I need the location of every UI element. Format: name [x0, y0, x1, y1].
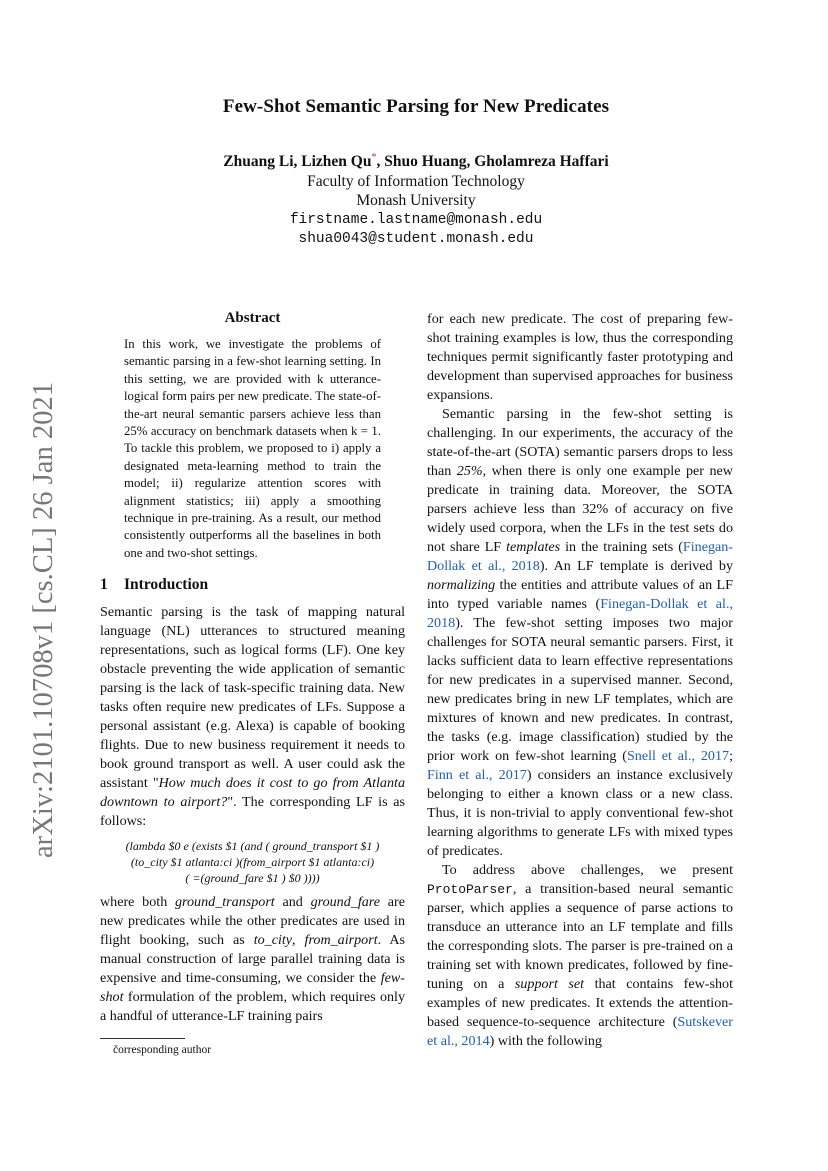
intro-p2-d: ,	[292, 932, 305, 949]
right-p2-f: ). The few-shot setting imposes two major challenges for SOTA neural semantic parsers. First, it lacks sufficient data to learn effective representations for new predicates in a supervised manner. Second, new predicates bring in new LF templates, which are mixtures of known and new predicates. In contrast, the tasks (e.g. image classification) studied by the prior work on few-shot learning (	[427, 615, 733, 764]
arxiv-stamp-text: arXiv:2101.10708v1 [cs.CL] 26 Jan 2021	[28, 391, 59, 858]
logical-form-example	[100, 838, 405, 886]
right-column	[427, 310, 733, 1051]
intro-p2-a: where both	[100, 894, 175, 911]
abstract-text: In this work, we investigate the problems of semantic parsing in a few-shot learning setting. In this setting, we are provided with k utterance-logical form pairs per new predicate. The state-of-the-art neural semantic parsers achieve less than 25% accuracy on benchmark datasets when k = 1. To tackle this problem, we proposed to i) apply a designated meta-learning method to train the model; ii) regularize attention scores with alignment statistics; iii) apply a smoothing technique in pre-training. As a result, our method consistently outperforms all the baselines in both one and two-shot settings.	[124, 337, 382, 560]
term-templates: templates	[506, 539, 561, 555]
author-names-rest: , Shuo Huang, Gholamreza Haffari	[376, 153, 609, 171]
predicate-ground-fare: ground_fare	[310, 894, 381, 911]
corresponding-marker: *	[371, 152, 377, 163]
footnote-rule	[100, 1038, 185, 1039]
term-few-shot: few-shot	[100, 970, 405, 1006]
right-paragraph-3	[427, 861, 733, 1051]
email-secondary: shua0043@student.monash.edu	[298, 231, 534, 248]
right-p2-a: Semantic parsing in the few-shot setting is challenging. In our experiments, the accuracy of the state-of-the-art (SOTA) semantic parsers drops to less than	[427, 406, 733, 479]
right-paragraph-2	[427, 405, 733, 861]
model-name: ProtoParser	[427, 882, 513, 897]
term-normalizing: normalizing	[427, 577, 496, 593]
accuracy-value: 25%	[456, 463, 483, 479]
right-p2-c: in the training sets (	[560, 539, 683, 555]
citation-link[interactable]: Finegan-Dollak et al., 2018	[427, 596, 733, 631]
right-p2-d: ). An LF template is derived by	[539, 558, 733, 574]
intro-p1-end: ". The corresponding LF is as follows:	[100, 794, 406, 830]
lf-line-2: (to_city $1 atlanta:ci )(from_airport $1 atlanta:ci)	[130, 855, 375, 870]
term-support-set: support set	[514, 976, 585, 992]
intro-p1-text: Semantic parsing is the task of mapping natural language (NL) utterances to structured meaning representations, such as logical forms (LF). One key obstacle preventing the wide application of semantic parsing is the lack of task-specific training data. New tasks often require new predicates of LFs. Suppose a personal assistant (e.g. Alexa) is capable of booking flights. Due to new business requirement it needs to book ground transport as well. A user could ask the assistant "	[100, 604, 405, 792]
citation-link[interactable]: Finn et al., 2017	[427, 767, 527, 783]
right-p2-e: the entities and attribute values of an LF into typed variable names (	[427, 577, 733, 612]
arxiv-stamp	[20, 380, 64, 860]
right-p3-d: ) with the following	[489, 1033, 602, 1049]
right-p2-b: , when there is only one example per new predicate in training data. Moreover, the SOTA parsers achieve less than 32% of accuracy on five widely used corpora, when the LFs in the test sets do not share LF	[427, 463, 733, 555]
right-p3-a: To address above challenges, we present	[442, 862, 733, 878]
lf-line-1: (lambda $0 e (exists $1 (and ( ground_transport $1 )	[125, 839, 380, 854]
email-primary: firstname.lastname@monash.edu	[289, 211, 543, 228]
lf-line-3: ( =(ground_fare $1 ) $0 ))))	[185, 871, 320, 886]
intro-paragraph-2	[100, 893, 405, 1026]
right-p3-c: that contains few-shot examples of new predicates. It extends the attention-based sequence-to-sequence architecture (	[427, 976, 733, 1030]
citation-link[interactable]: Sutskever et al., 2014	[427, 1014, 733, 1049]
section-title: Introduction	[124, 576, 209, 594]
intro-p2-e: . As manual construction of large parallel training data is expensive and time-consuming, we consider the	[100, 932, 405, 987]
author-names-first: Zhuang Li, Lizhen Qu	[223, 153, 372, 171]
paper-title: Few-Shot Semantic Parsing for New Predicates	[222, 96, 610, 117]
footnote: čorresponding author	[113, 1044, 212, 1057]
intro-p2-c: are new predicates while the other predicates are used in flight booking, such as	[100, 894, 405, 949]
author-block	[100, 148, 732, 250]
predicate-ground-transport: ground_transport	[175, 894, 275, 911]
affiliation-university: Monash University	[356, 192, 476, 210]
author-names	[100, 148, 732, 172]
left-column	[100, 310, 405, 1057]
right-paragraph-1: for each new predicate. The cost of preparing few-shot training examples is low, thus the corresponding techniques permit significantly faster prototyping and development than supervised approaches for business expansions.	[427, 311, 733, 403]
affiliation-faculty: Faculty of Information Technology	[307, 172, 525, 190]
predicate-to-city: to_city	[253, 932, 293, 949]
right-p2-h: ) considers an instance exclusively belonging to either a known class or a new class. Thus, it is non-trivial to apply conventional few-shot learning algorithms to generate LFs with mixed types of predicates.	[427, 767, 733, 859]
abstract-heading: Abstract	[224, 310, 281, 326]
intro-p2-b: and	[274, 894, 311, 911]
citation-link[interactable]: Finegan-Dollak et al., 2018	[427, 539, 734, 574]
predicate-from-airport: from_airport	[304, 932, 378, 949]
intro-paragraph-1	[100, 603, 405, 831]
right-p3-b: , a transition-based neural semantic parser, which applies a sequence of parse actions to transduce an utterance into an LF template and fills the corresponding slots. The parser is pre-trained on a training set with known predicates, followed by fine-tuning on a	[427, 881, 733, 992]
citation-link[interactable]: Snell et al., 2017	[626, 748, 730, 764]
intro-p1-question: How much does it cost to go from Atlanta downtown to airport?	[100, 775, 405, 811]
intro-p2-f: formulation of the problem, which requires only a handful of utterance-LF training pairs	[100, 989, 405, 1025]
section-heading	[100, 576, 405, 594]
right-p2-g: ;	[729, 748, 733, 764]
section-number: 1	[100, 576, 108, 594]
